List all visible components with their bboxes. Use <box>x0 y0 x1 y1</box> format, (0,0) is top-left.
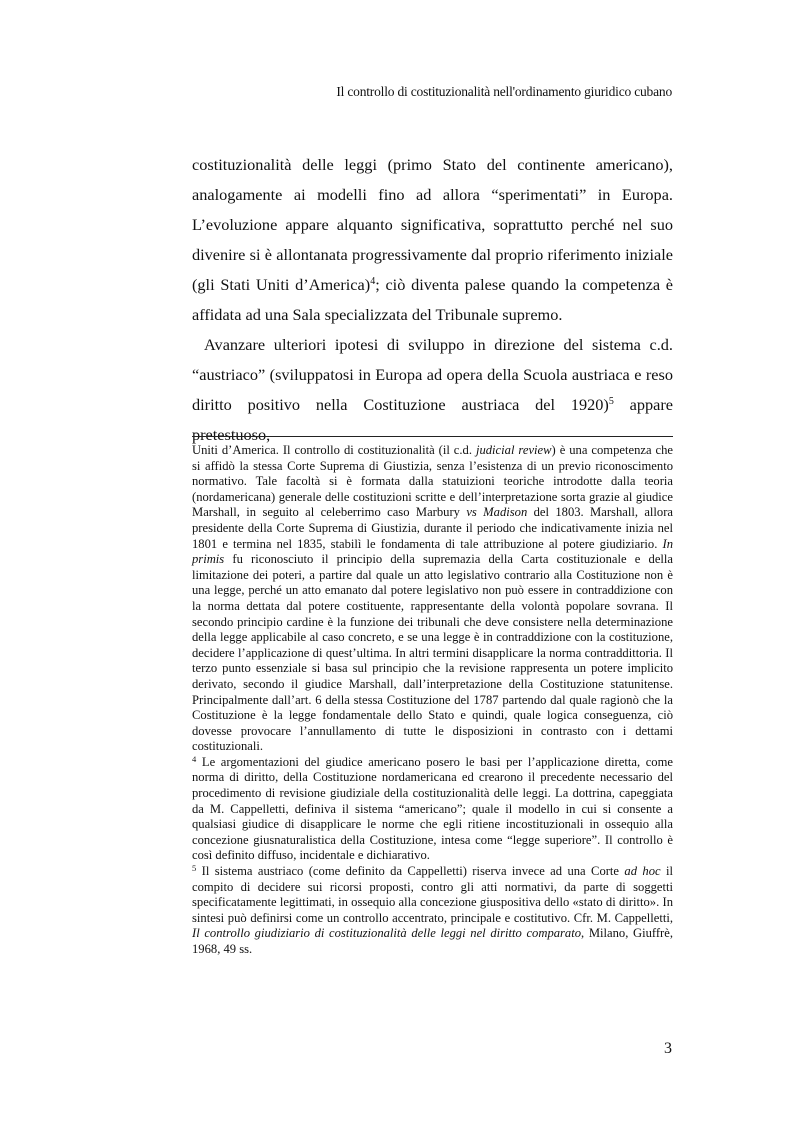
main-text <box>192 150 673 450</box>
paragraph-2 <box>192 330 673 450</box>
footnote-5 <box>192 864 673 958</box>
footnote-cont-text-2: ) è una competenza che si affidò la stessa Corte Suprema di Giustizia, senza l’esistenza di un previo riconoscimento normativo. Tale facoltà si è formata dalla statuizioni teoriche introdotte dalla teoria (nordamericana) generale delle costituzioni scritte e dell’interpretazione sorta grazie al giudice Marshall, in seguito al celeberrimo caso Marbury <box>192 443 674 520</box>
paragraph-2-text-a: Avanzare ulteriori ipotesi di sviluppo in direzione del sistema c.d. “austriaco” (sviluppatosi in Europa ad opera della Scuola austriaca e reso diritto positivo nella Costituzione austriaca del 1920) <box>192 335 673 414</box>
footnote-4 <box>192 755 673 864</box>
footnote-5-text-1: Il sistema austriaco (come definito da Cappelletti) riserva invece ad una Corte <box>196 864 625 879</box>
footnote-5-number: 5 <box>192 863 197 874</box>
footnotes <box>192 443 673 958</box>
footnote-cont-text-4: fu riconosciuto il principio della supremazia della Carta costituzionale e della limitazione dei poteri, a partire dal quale un atto legislativo contrario alla Costituzione non è una legge, perché un atto emanato dal potere legislativo non può essere in contraddizione con la norma dettata dal potere costituente, rappresentante della volontà popolare sovrana. Il secondo principio cardine è la funzione dei tribunali che deve consistere nella determinazione della legge applicabile al caso concreto, e se una legge è in contraddizione con la costituzione, decidere l’applicazione di quest’ultima. In altri termini disapplicare la norma contraddittoria. Il terzo punto essenziale si basa sul principio che la revisione rappresenta un potere implicito derivato, secondo il giudice Marshall, dall’interpretazione della Costituzione statunitense. Principalmente dall’art. 6 della stessa Costituzione del 1787 partendo dal quale ragionò che la Costituzione è la legge fondamentale dello Stato e quindi, quale logica conseguenza, ciò dovesse provocare l’annullamento di tutte le disposizioni in contrasto con i dettami costituzionali. <box>192 552 673 754</box>
footnote-4-text: Le argomentazioni del giudice americano posero le basi per l’applicazione diretta, come norma di diritto, della Costituzione nordamericana ed crearono il precedente necessario del procedimento di revisione giudiziale della costituzionalità delle leggi. La dottrina, capeggiata da M. Cappelletti, definiva il sistema “americano”; quale il modello in cui si consente a qualsiasi giudice di disapplicare le norme che egli ritiene incostituzionali in ossequio alla concezione giusnaturalistica della Costituzione, intesa come “legge superiore”. Il controllo è così definito diffuso, incidentale e dichiarativo. <box>192 754 673 863</box>
footnote-5-italic-2: Il controllo giudiziario di costituzionalità delle leggi nel diritto comparato <box>192 926 582 941</box>
paragraph-1-text-b: ; ciò diventa palese quando la competenza è affidata ad una Sala specializzata del Tribunale supremo. <box>192 275 674 324</box>
running-header: Il controllo di costituzionalità nell'ordinamento giuridico cubano <box>336 84 672 99</box>
footnote-cont-italic-3: In primis <box>192 536 673 567</box>
footnote-4-number: 4 <box>192 753 197 764</box>
paragraph-2-text-b: appare pretestuoso, <box>192 395 674 444</box>
paragraph-1 <box>192 150 673 330</box>
footnote-ref-5: 5 <box>608 396 614 407</box>
footnote-5-text-3: , Milano, Giuffrè, 1968, 49 ss. <box>192 926 673 956</box>
footnote-cont-italic-2: vs Madison <box>466 505 528 520</box>
footnote-continuation <box>192 443 673 755</box>
footnote-5-italic-1: ad hoc <box>624 864 661 879</box>
footnote-separator <box>192 436 673 437</box>
footnote-5-text-2: il compito di decidere sui ricorsi proposti, contro gli atti normativi, da parte di soggetti specificatamente legittimati, in ossequio alla concezione giuspositiva dello «stato di diritto». In sintesi può definirsi come un controllo accentrato, principale e costitutivo. Cfr. M. Cappelletti, <box>192 864 673 925</box>
footnote-cont-text-1: Uniti d’America. Il controllo di costituzionalità (il c.d. <box>192 443 476 457</box>
footnote-cont-italic-1: judicial review <box>475 443 552 457</box>
paragraph-1-text-a: costituzionalità delle leggi (primo Stato del continente americano), analogamente ai modelli fino ad allora “sperimentati” in Europa. L’evoluzione appare alquanto significativa, soprattutto perché nel suo divenire si è allontanata progressivamente dal proprio riferimento iniziale (gli Stati Uniti d’America) <box>192 155 673 294</box>
footnote-ref-4: 4 <box>370 276 376 287</box>
footnote-cont-text-3: del 1803. Marshall, allora presidente della Corte Suprema di Giustizia, durante il periodo che indicativamente inizia nel 1801 e termina nel 1835, stabilì le fondamenta di tale attribuzione al potere giudiziario. <box>192 505 674 551</box>
page-number: 3 <box>664 1040 672 1057</box>
